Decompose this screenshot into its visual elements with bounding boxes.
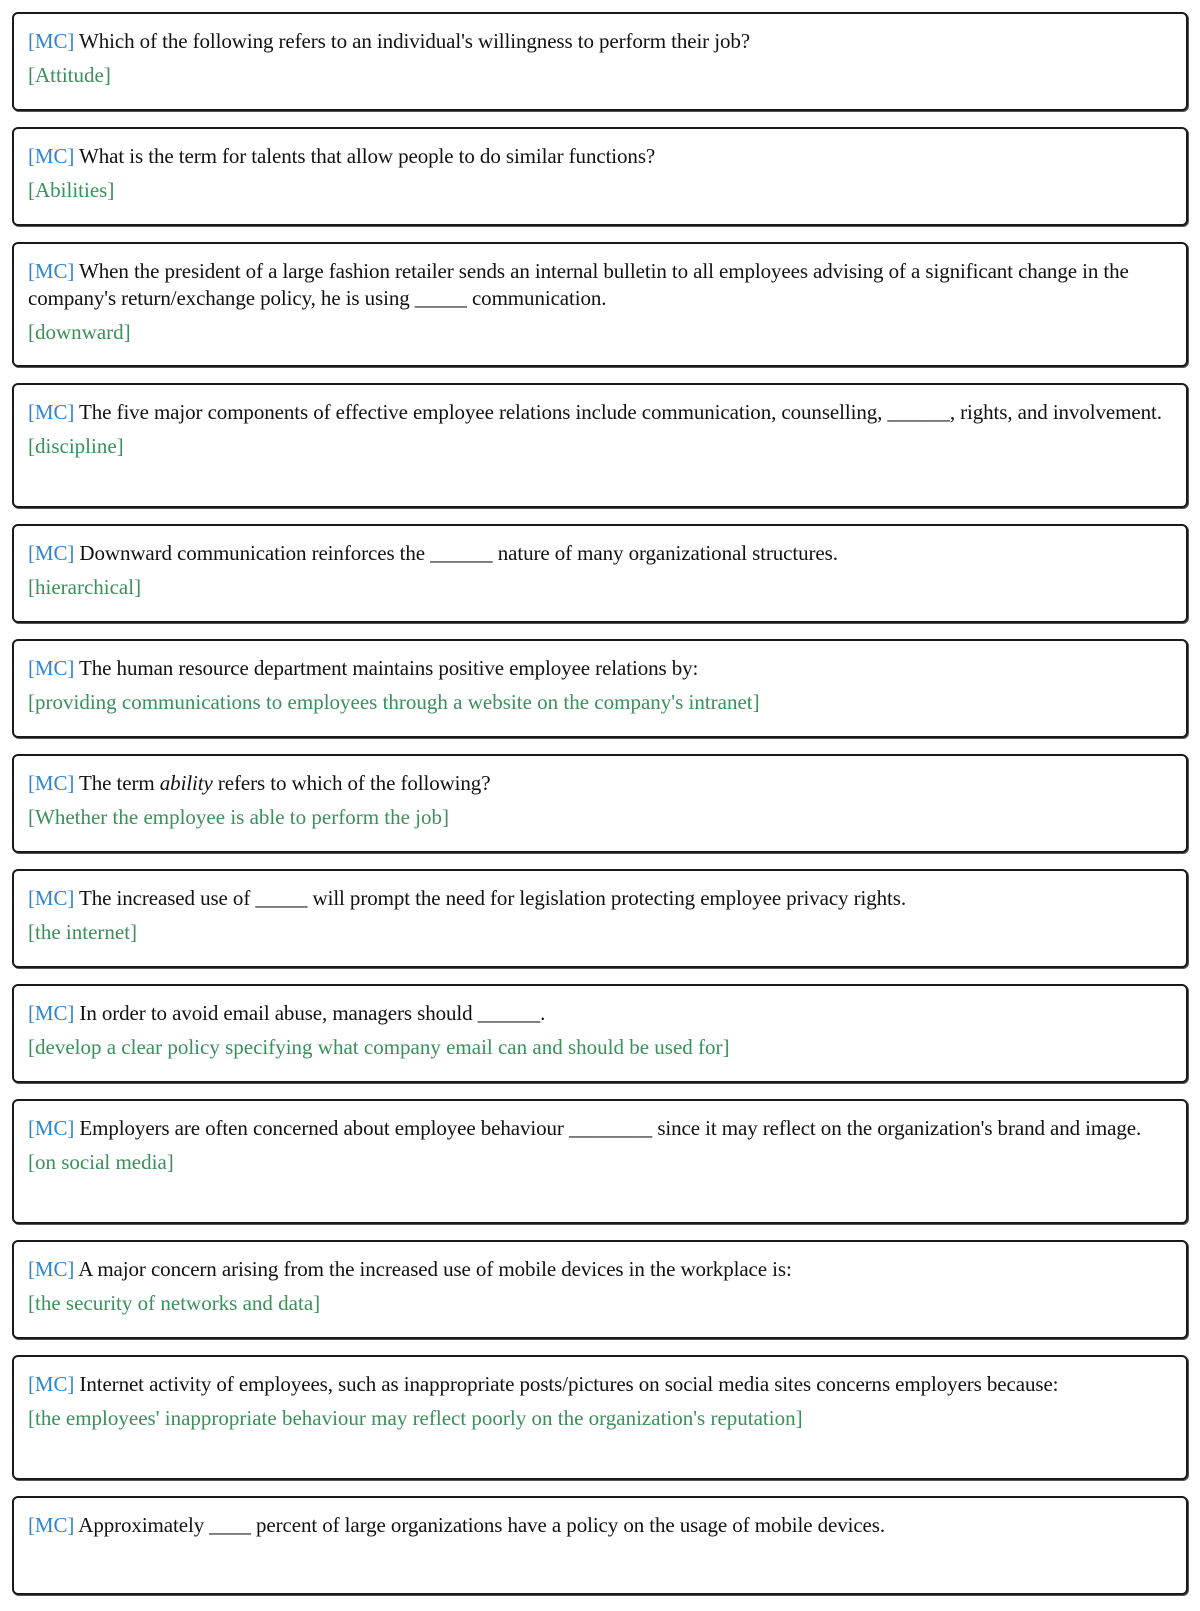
question-card: [12, 1099, 1188, 1224]
question-fragment: refers to which of the following?: [212, 771, 491, 795]
question-type-tag: [MC]: [28, 1257, 75, 1281]
question-type-tag: [MC]: [28, 1513, 75, 1537]
question-text: [28, 1256, 1172, 1283]
answer-text: [Attitude]: [28, 63, 111, 87]
question-card: [12, 524, 1188, 623]
answer-text: [discipline]: [28, 434, 124, 458]
question-body: Internet activity of employees, such as inappropriate posts/pictures on social media sites concerns employers because:: [79, 1372, 1059, 1396]
question-body: The increased use of _____ will prompt the need for legislation protecting employee privacy rights.: [79, 886, 906, 910]
question-card: [12, 12, 1188, 111]
question-card: [12, 639, 1188, 738]
question-card: [12, 1240, 1188, 1339]
answer-text: [providing communications to employees through a website on the company's intranet]: [28, 690, 760, 714]
question-card: [12, 1496, 1188, 1595]
question-card: [12, 754, 1188, 853]
question-type-tag: [MC]: [28, 771, 75, 795]
question-type-tag: [MC]: [28, 259, 75, 283]
question-text: [28, 885, 1172, 912]
question-card: [12, 127, 1188, 226]
question-body: Approximately ____ percent of large organizations have a policy on the usage of mobile devices.: [78, 1513, 885, 1537]
question-body: The human resource department maintains positive employee relations by:: [79, 656, 699, 680]
question-body: A major concern arising from the increased use of mobile devices in the workplace is:: [78, 1257, 792, 1281]
question-type-tag: [MC]: [28, 656, 75, 680]
question-list: [12, 12, 1188, 1611]
question-type-tag: [MC]: [28, 29, 75, 53]
question-body: Employers are often concerned about employee behaviour ________ since it may reflect on the organization's brand and image.: [79, 1116, 1142, 1140]
question-type-tag: [MC]: [28, 886, 75, 910]
question-text: [28, 28, 1172, 55]
question-body: Which of the following refers to an individual's willingness to perform their job?: [79, 29, 750, 53]
answer-text: [Whether the employee is able to perform the job]: [28, 805, 450, 829]
question-body: The five major components of effective employee relations include communication, counselling, ______, rights, and involvement.: [79, 400, 1162, 424]
answer-text: [the security of networks and data]: [28, 1291, 321, 1315]
question-text: [28, 143, 1172, 170]
question-card: [12, 383, 1188, 508]
question-card: [12, 984, 1188, 1083]
question-text: [28, 540, 1172, 567]
answer-text: [on social media]: [28, 1150, 174, 1174]
question-body: Downward communication reinforces the ______ nature of many organizational structures.: [79, 541, 838, 565]
question-type-tag: [MC]: [28, 1116, 75, 1140]
question-text: [28, 258, 1172, 312]
answer-text: [develop a clear policy specifying what company email can and should be used for]: [28, 1035, 730, 1059]
question-text: [28, 1115, 1172, 1142]
question-type-tag: [MC]: [28, 144, 75, 168]
question-text: [28, 1000, 1172, 1027]
question-type-tag: [MC]: [28, 400, 75, 424]
question-text: [28, 770, 1172, 797]
question-text: [28, 1512, 1172, 1539]
question-card: [12, 869, 1188, 968]
answer-text: [Abilities]: [28, 178, 115, 202]
question-body: When the president of a large fashion retailer sends an internal bulletin to all employees advising of a significant change in the company's return/exchange policy, he is using _____ communication.: [28, 259, 1129, 310]
answer-text: [downward]: [28, 320, 131, 344]
answer-text: [hierarchical]: [28, 575, 142, 599]
question-type-tag: [MC]: [28, 541, 75, 565]
question-body: In order to avoid email abuse, managers should ______.: [79, 1001, 546, 1025]
answer-text: [the internet]: [28, 920, 138, 944]
question-text: [28, 1371, 1172, 1398]
question-card: [12, 1355, 1188, 1480]
question-body: What is the term for talents that allow people to do similar functions?: [79, 144, 656, 168]
question-text: [28, 655, 1172, 682]
question-fragment: The term: [79, 771, 160, 795]
question-card: [12, 242, 1188, 367]
question-type-tag: [MC]: [28, 1001, 75, 1025]
question-emphasis: ability: [159, 771, 213, 795]
question-type-tag: [MC]: [28, 1372, 75, 1396]
question-text: [28, 399, 1172, 426]
answer-text: [the employees' inappropriate behaviour may reflect poorly on the organization's reputation]: [28, 1406, 803, 1430]
